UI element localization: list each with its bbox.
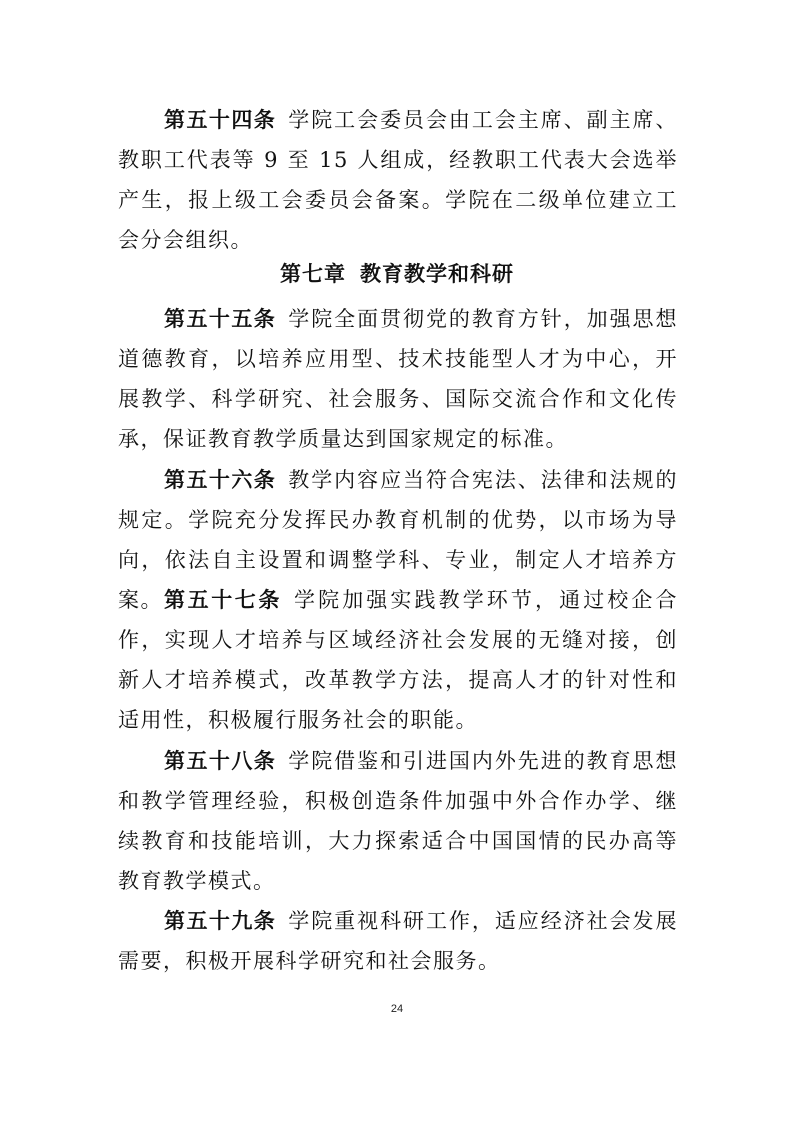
article-number: 第五十六条 (164, 468, 277, 492)
article-55 (118, 299, 678, 459)
chapter-heading (0, 258, 794, 288)
chapter-title: 教育教学和科研 (360, 262, 514, 286)
article-54 (118, 100, 678, 260)
article-text: 学院全面贯彻党的教育方针，加强思想道德教育，以培养应用型、技术技能型人才为中心，开展教学、科学研究、社会服务、国际交流合作和文化传承，保证教育教学质量达到国家规定的标准。 (118, 307, 679, 451)
article-number: 第五十八条 (164, 749, 277, 773)
article-text: 学院借鉴和引进国内外先进的教育思想和教学管理经验，积极创造条件加强中外合作办学、继续教育和技能培训，大力探索适合中国国情的民办高等教育教学模式。 (118, 749, 679, 893)
article-text: 学院加强实践教学环节，通过校企合作，实现人才培养与区域经济社会发展的无缝对接，创新人才培养模式，改革教学方法，提高人才的针对性和适用性，积极履行服务社会的职能。 (118, 588, 678, 732)
article-number: 第五十四条 (164, 108, 277, 132)
article-number: 第五十五条 (164, 307, 277, 331)
article-text: 学院重视科研工作，适应经济社会发展需要，积极开展科学研究和社会服务。 (118, 909, 679, 973)
article-57 (118, 580, 678, 740)
article-59 (118, 901, 678, 981)
article-text: 学院工会委员会由工会主席、副主席、教职工代表等 9 至 15 人组成，经教职工代表大会选举产生，报上级工会委员会备案。学院在二级单位建立工会分会组织。 (118, 108, 679, 252)
article-number: 第五十七条 (164, 588, 282, 612)
chapter-number: 第七章 (280, 262, 346, 286)
page-number: 24 (390, 1003, 404, 1015)
article-58 (118, 741, 678, 901)
article-number: 第五十九条 (164, 909, 277, 933)
article-text: 教学内容应当符合宪法、法律和法规的规定。学院充分发挥民办教育机制的优势，以市场为导向，依法自主设置和调整学科、专业，制定人才培养方案。 (118, 468, 679, 612)
